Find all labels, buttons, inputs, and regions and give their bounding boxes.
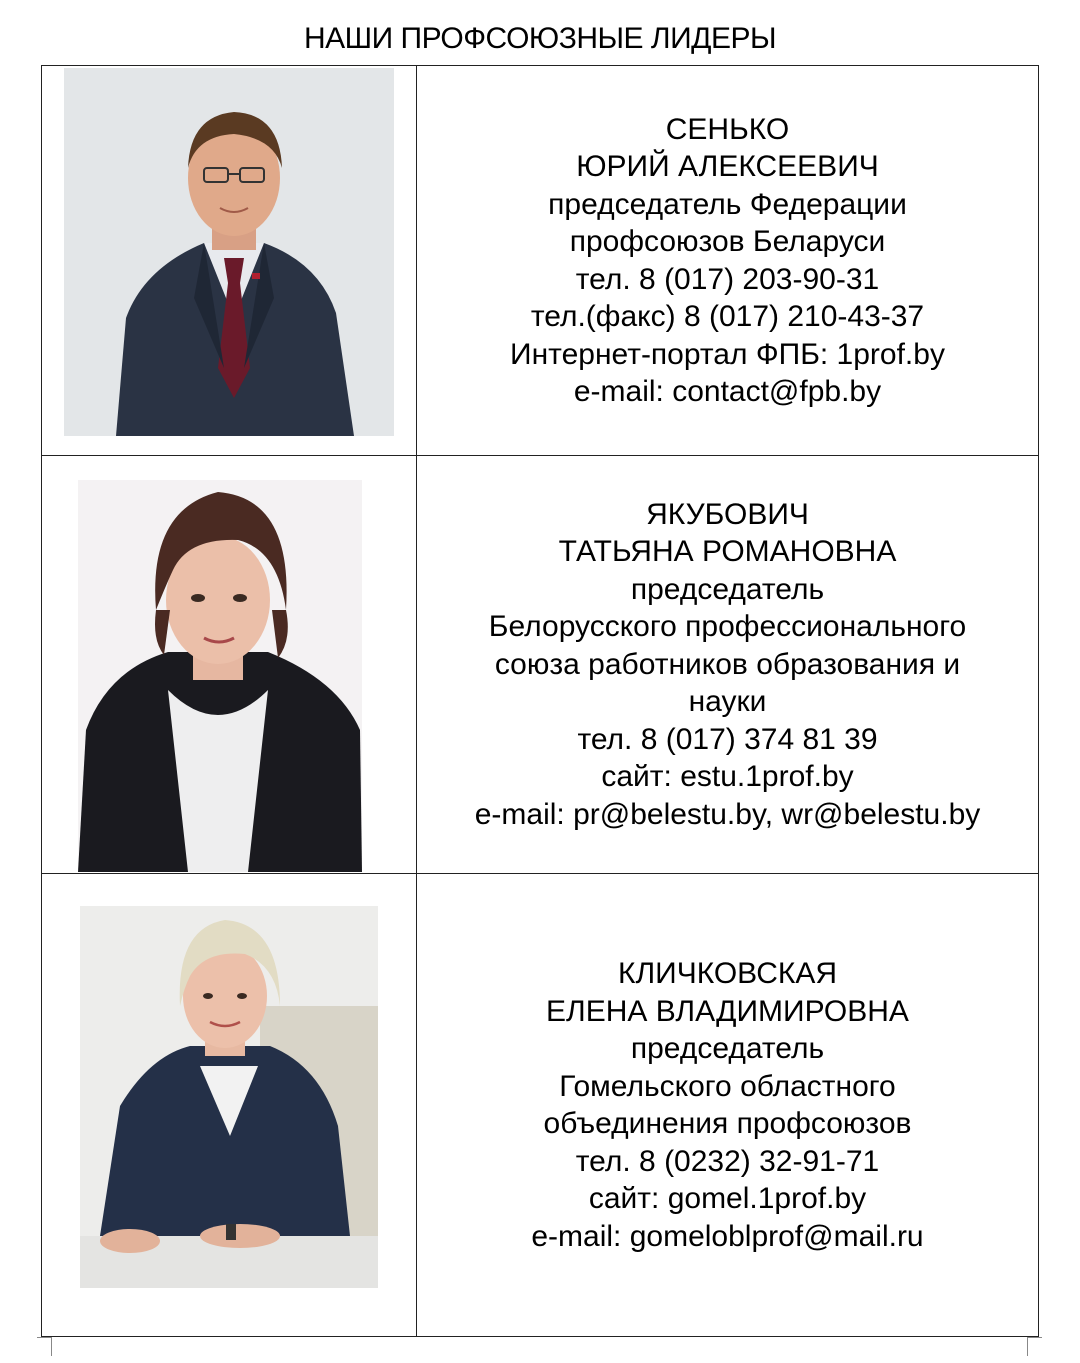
leader-info	[417, 456, 1038, 873]
leader-row	[42, 456, 1038, 874]
leader-email: e-mail: gomeloblprof@mail.ru	[531, 1219, 924, 1253]
leader-row	[42, 874, 1038, 1336]
leader-photo	[64, 68, 394, 436]
photo-cell	[42, 874, 417, 1336]
leader-surname: СЕНЬКО	[665, 112, 790, 146]
leader-phone: тел. 8 (017) 374 81 39	[577, 722, 878, 756]
leader-organization: профсоюзов Беларуси	[569, 225, 886, 258]
leader-row	[42, 66, 1038, 456]
leader-phone: тел. 8 (0232) 32-91-71	[575, 1144, 880, 1178]
leader-fax: тел.(факс) 8 (017) 210-43-37	[530, 300, 925, 333]
leader-given-names: ТАТЬЯНА РОМАНОВНА	[558, 535, 897, 569]
page-title: НАШИ ПРОФСОЮЗНЫЕ ЛИДЕРЫ	[303, 22, 777, 55]
page-corner-mark	[1027, 1337, 1042, 1356]
leader-organization: объединения профсоюзов	[543, 1107, 912, 1140]
leader-organization: Гомельского областного	[559, 1069, 896, 1103]
leader-photo	[78, 480, 362, 872]
leader-given-names: ЮРИЙ АЛЕКСЕЕВИЧ	[576, 150, 879, 183]
leader-photo	[80, 906, 378, 1288]
leader-website: сайт: estu.1prof.by	[601, 760, 854, 794]
leader-email: e-mail: pr@belestu.by, wr@belestu.by	[474, 797, 981, 831]
leader-info	[417, 874, 1038, 1336]
leader-position: председатель Федерации	[548, 187, 907, 221]
leader-surname: ЯКУБОВИЧ	[646, 497, 809, 531]
leader-given-names: ЕЛЕНА ВЛАДИМИРОВНА	[546, 994, 909, 1028]
leader-surname: КЛИЧКОВСКАЯ	[617, 957, 838, 990]
photo-cell	[42, 456, 417, 873]
photo-cell	[42, 66, 417, 455]
leader-info	[417, 66, 1038, 455]
leader-organization: союза работников образования и	[494, 647, 961, 681]
leader-organization: науки	[688, 685, 767, 719]
page-corner-mark	[37, 1337, 52, 1356]
leader-phone: тел. 8 (017) 203-90-31	[575, 262, 880, 296]
leader-website: сайт: gomel.1prof.by	[588, 1182, 867, 1215]
leader-email: e-mail: contact@fpb.by	[573, 375, 882, 408]
leaders-table	[41, 65, 1039, 1337]
leader-organization: Белорусского профессионального	[488, 610, 967, 644]
leader-position: председатель	[630, 572, 825, 606]
leader-website: Интернет-портал ФПБ: 1prof.by	[510, 337, 945, 371]
leader-position: председатель	[630, 1032, 825, 1065]
